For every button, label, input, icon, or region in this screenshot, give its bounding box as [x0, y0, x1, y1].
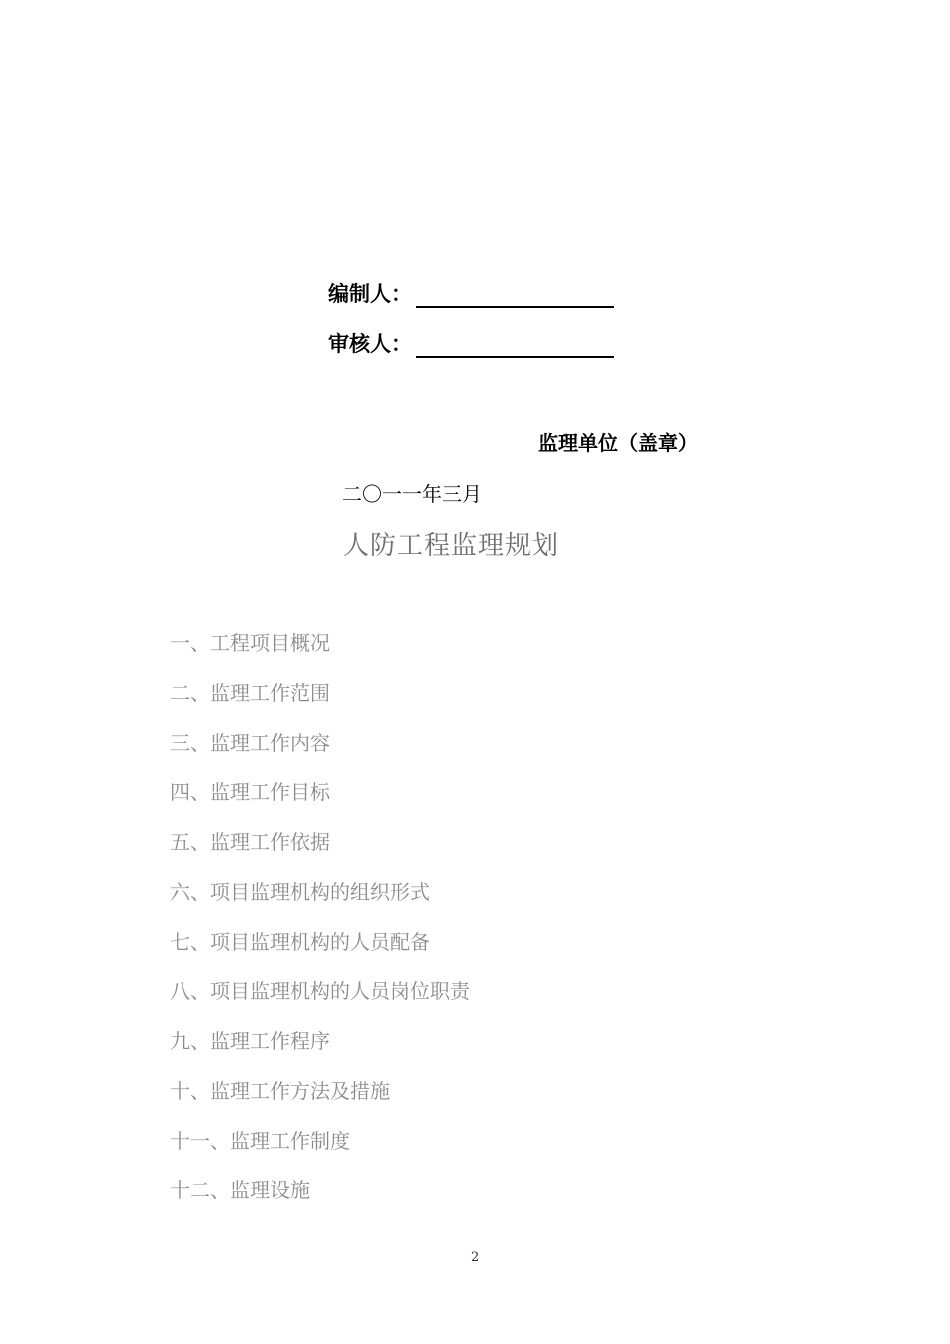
- supervision-unit-seal: 监理单位（盖章）: [538, 431, 698, 455]
- toc-item: 七、项目监理机构的人员配备: [170, 930, 430, 954]
- toc-item: 二、监理工作范围: [170, 681, 330, 705]
- compiler-row: [328, 278, 614, 308]
- document-title: 人防工程监理规划: [343, 531, 560, 561]
- reviewer-row: [328, 328, 614, 358]
- reviewer-label: 审核人：: [328, 332, 412, 356]
- page-number: 2: [471, 1250, 480, 1265]
- compiler-label: 编制人：: [328, 282, 412, 306]
- reviewer-signature-line: [416, 334, 614, 358]
- toc-item: 五、监理工作依据: [170, 830, 330, 854]
- toc-item: 一、工程项目概况: [170, 631, 330, 655]
- compiler-signature-line: [416, 284, 614, 308]
- toc-item: 九、监理工作程序: [170, 1029, 330, 1053]
- toc-item: 四、监理工作目标: [170, 780, 330, 804]
- toc-item: 三、监理工作内容: [170, 731, 330, 755]
- toc-item: 十一、监理工作制度: [170, 1129, 350, 1153]
- toc-item: 六、项目监理机构的组织形式: [170, 880, 430, 904]
- toc-item: 十、监理工作方法及措施: [170, 1079, 390, 1103]
- toc-item: 十二、监理设施: [170, 1178, 310, 1202]
- document-date: 二〇一一年三月: [342, 482, 482, 506]
- toc-item: 八、项目监理机构的人员岗位职责: [170, 979, 470, 1003]
